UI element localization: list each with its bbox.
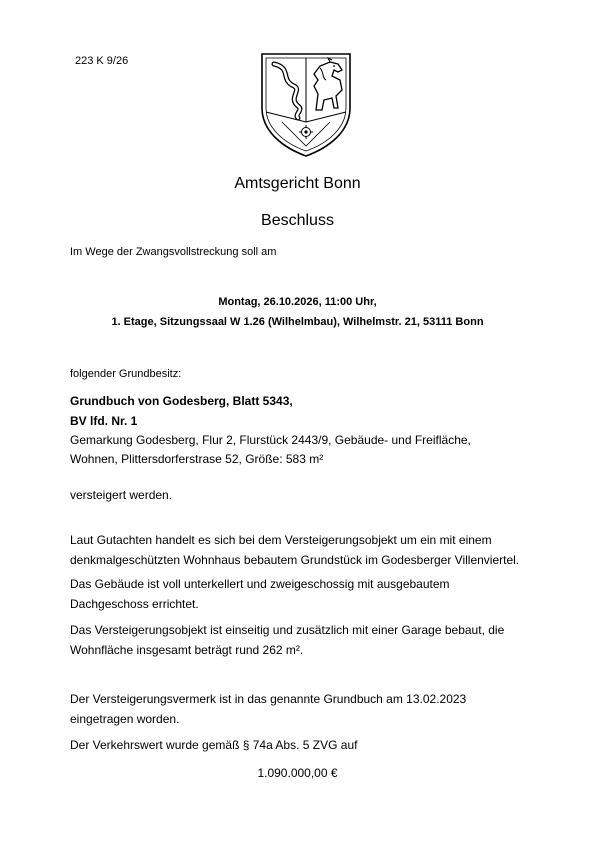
description-p1-line-1: Laut Gutachten handelt es sich bei dem Versteigerungsobjekt um ein mit einem (70, 533, 492, 547)
document-type: Beschluss (261, 212, 334, 229)
property-description-line-2: Wohnen, Plittersdorferstrase 52, Größe: 583 m² (70, 452, 324, 466)
property-heading: folgender Grundbesitz: (70, 368, 182, 380)
description-p2-line-1: Das Gebäude ist voll unterkellert und zweigeschossig mit ausgebautem (70, 577, 450, 591)
auction-statement: versteigert werden. (70, 488, 173, 502)
coat-of-arms-icon (258, 50, 354, 158)
hearing-date-time: Montag, 26.10.2026, 11:00 Uhr, (218, 296, 377, 308)
value-amount: 1.090.000,00 € (257, 766, 338, 780)
property-item: BV lfd. Nr. 1 (70, 414, 138, 428)
value-statement: Der Verkehrswert wurde gemäß § 74a Abs. 5 ZVG auf (70, 738, 358, 752)
description-p3-line-1: Das Versteigerungsobjekt ist einseitig und zusätzlich mit einer Garage bebaut, die (70, 623, 505, 637)
property-description-line-1: Gemarkung Godesberg, Flur 2, Flurstück 2443/9, Gebäude- und Freifläche, (70, 433, 471, 447)
description-p1-line-2: denkmalgeschützten Wohnhaus bebautem Grundstück im Godesberger Villenviertel. (70, 553, 520, 567)
intro-text: Im Wege der Zwangsvollstreckung soll am (70, 246, 277, 258)
court-name: Amtsgericht Bonn (234, 175, 361, 192)
registration-line-2: eingetragen worden. (70, 712, 180, 726)
hearing-location: 1. Etage, Sitzungssaal W 1.26 (Wilhelmbau), Wilhelmstr. 21, 53111 Bonn (111, 316, 484, 328)
registration-line-1: Der Versteigerungsvermerk ist in das genannte Grundbuch am 13.02.2023 (70, 692, 467, 706)
description-p2-line-2: Dachgeschoss errichtet. (70, 597, 199, 611)
description-p3-line-2: Wohnfläche insgesamt beträgt rund 262 m². (70, 643, 304, 657)
case-number: 223 K 9/26 (75, 55, 129, 67)
property-register: Grundbuch von Godesberg, Blatt 5343, (70, 394, 293, 408)
